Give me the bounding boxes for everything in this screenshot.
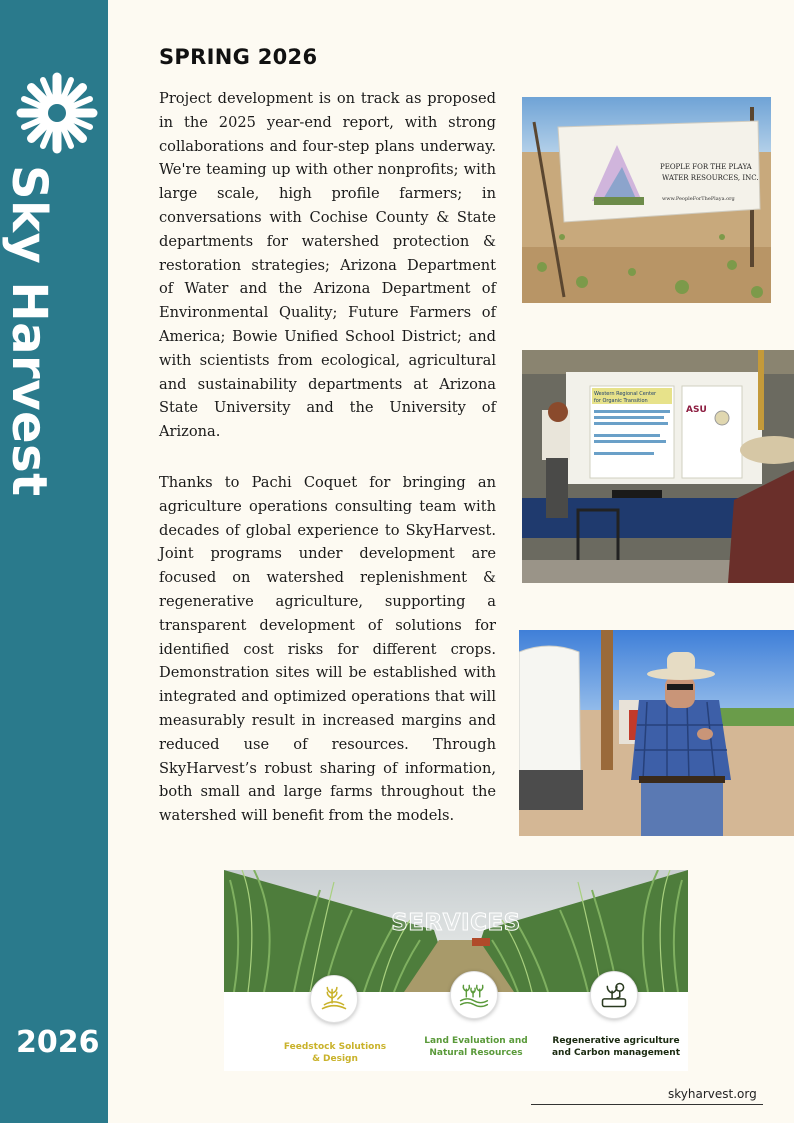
service-label-land-line2: Natural Resources <box>429 1048 523 1058</box>
footer-divider <box>531 1104 763 1105</box>
slide-title-2: for Organic Transition <box>594 398 648 404</box>
service-label-land-line1: Land Evaluation and <box>424 1036 528 1046</box>
year-label: 2026 <box>16 1025 100 1060</box>
starburst-icon <box>16 72 98 154</box>
service-label-feedstock <box>265 1041 405 1065</box>
service-label-feedstock-line2: & Design <box>312 1054 358 1064</box>
intro-paragraph: Project development is on track as proposed in the 2025 year-end report, with strong collaborations and four-step plans underway. We're teaming up with other nonprofits; with large scale, high profile farmers; in conversations with Cochise County & State departments for watershed protection & restoration strategies; Arizona Department of Water and the Arizona Department of Environmental Quality; Future Farmers of America; Bowie Unified School District; and with scientists from ecological, agricultural and sustainability departments at Arizona State University and the University of Arizona. <box>159 90 496 441</box>
crop-field-icon <box>311 976 357 1022</box>
farmer-photo <box>519 630 794 836</box>
page-title: SPRING 2026 <box>159 45 318 69</box>
website-link[interactable]: skyharvest.org <box>668 1087 757 1101</box>
sidebar <box>0 0 108 1123</box>
brand-name: Sky Harvest <box>1 165 57 497</box>
services-title: SERVICES <box>391 910 521 936</box>
banner-line-2: WATER RESOURCES, INC. <box>662 174 759 182</box>
service-label-regenerative-line2: and Carbon management <box>551 1048 680 1058</box>
service-label-feedstock-line1: Feedstock Solutions <box>283 1042 387 1052</box>
slide-logo: ASU <box>686 405 707 415</box>
consulting-paragraph: Thanks to Pachi Coquet for bringing an agriculture operations consulting team with decades of global experience to SkyHarvest. Joint programs under development are focused on watershed replenishment & regenerative agriculture, supporting a transparent development of solutions for identified cost risks for different crops. Demonstration sites will be established with integrated and optimized operations that will measurably result in increased margins and reduced use of resources. Through SkyHarvest’s robust sharing of information, both small and large farms throughout the watershed will benefit from the models. <box>159 474 496 825</box>
banner-line-1: PEOPLE FOR THE PLAYA <box>660 163 752 171</box>
land-service-badge <box>450 971 498 1019</box>
banner-url: www.PeopleForThePlaya.org <box>662 196 735 202</box>
banner-photo <box>522 97 771 303</box>
services-panel <box>224 870 688 1071</box>
service-label-regenerative-line1: Regenerative agriculture <box>552 1036 680 1046</box>
carbon-plant-icon <box>591 972 637 1018</box>
landscape-icon <box>451 972 497 1018</box>
service-label-land <box>406 1035 546 1059</box>
regenerative-service-badge <box>590 971 638 1019</box>
service-label-regenerative <box>546 1035 686 1059</box>
feedstock-service-badge <box>310 975 358 1023</box>
slide-title-1: Western Regional Center <box>594 391 657 397</box>
presentation-photo <box>522 350 794 583</box>
